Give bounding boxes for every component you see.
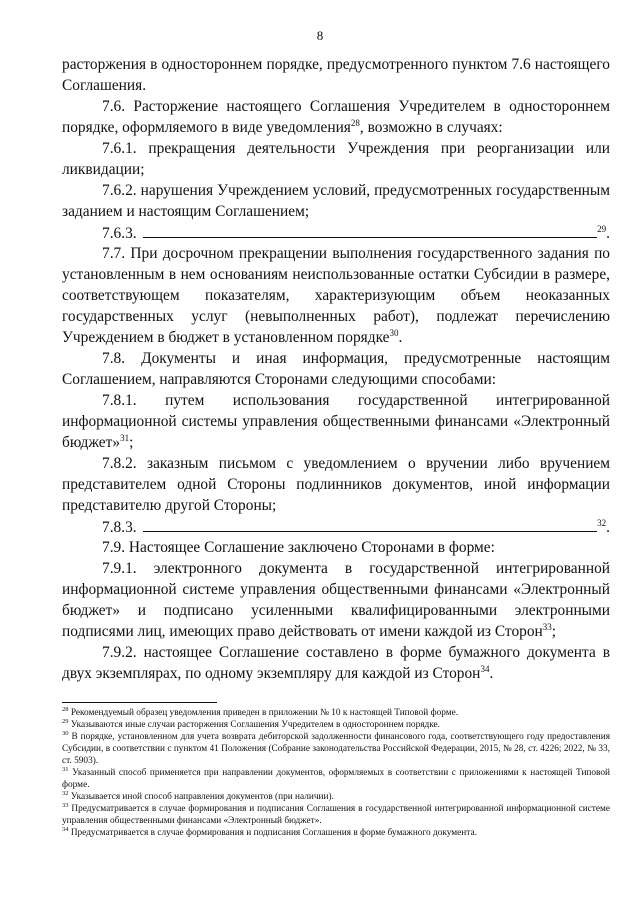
paragraph: 7.9.1. электронного документа в государственной интегрированной информационной системе управления общественными финансами «Электронный бюджет» и подписано усиленными квалифицированными электронными подписями лиц, имеющих право действовать от имени каждой из Сторон$^{33}$;: [62, 560, 610, 640]
footnote-ref: 30: [389, 327, 399, 338]
footnote-separator: [62, 702, 217, 703]
footnotes: [62, 707, 610, 839]
footnote: $^{28}$ Рекомендуемый образец уведомления приведен в приложении № 10 к настоящей Типовой форме.: [62, 705, 459, 718]
footnote: $^{33}$ Предусматривается в случае формирования и подписания Соглашения в государственной интегрированной информационной системе управления общественными финансами «Электронный бюджет».: [62, 801, 610, 826]
page-number: 8: [316, 28, 324, 43]
footnote: $^{30}$ В порядке, установленном для учета возврата дебиторской задолженности финансового года, соответствующего году предоставления Субсидии, в соответствии с пунктом 41 Положения (Собрание законодательства Российской Федерации, 2015, № 28, ст. 4226; 2022, № 33, ст. 5903).: [62, 729, 610, 766]
footnote-number: 32: [62, 789, 69, 797]
paragraph: 7.6. Расторжение настоящего Соглашения Учредителем в одностороннем порядке, оформляемого в виде уведомления$^{28}$, возможно в случаях:: [62, 98, 610, 136]
footnote-number: 34: [62, 825, 69, 833]
paragraph: 7.8. Документы и иная информация, предусмотренные настоящим Соглашением, направляются Сторонами следующими способами:: [62, 350, 610, 388]
paragraph: 7.9.2. настоящее Соглашение составлено в форме бумажного документа в двух экземплярах, по одному экземпляру для каждой из Сторон$^{34}$.: [62, 644, 610, 682]
footnote-ref: 29: [597, 223, 607, 234]
paragraph: 7.6.2. нарушения Учреждением условий, предусмотренных государственным заданием и настоящим Соглашением;: [62, 182, 610, 220]
footnote-number: 29: [62, 717, 69, 725]
footnote-number: 30: [62, 729, 69, 737]
paragraph: 7.6.1. прекращения деятельности Учреждения при реорганизации или ликвидации;: [62, 140, 610, 178]
paragraph: 7.8.2. заказным письмом с уведомлением о вручении либо вручением представителем одной Стороны подлинников документов, иной информации представителю другой Стороны;: [62, 455, 610, 514]
footnote: $^{29}$ Указываются иные случаи расторжения Соглашения Учредителем в одностороннем порядке.: [62, 717, 440, 730]
footnote-ref: 31: [120, 432, 130, 443]
item-label: 7.8.3.: [102, 519, 137, 536]
blank-line-item: [62, 222, 610, 243]
footnote: $^{32}$ Указывается иной способ направления документов (при наличии).: [62, 789, 334, 802]
paragraph: расторжения в одностороннем порядке, предусмотренного пунктом 7.6 настоящего Соглашения.: [62, 56, 610, 94]
footnote-ref: 28: [350, 117, 360, 128]
footnote: $^{34}$ Предусматривается в случае формирования и подписания Соглашения в форме бумажного документа.: [62, 825, 477, 838]
footnote-ref: 33: [542, 621, 552, 632]
item-tail: $^{29}$.: [597, 223, 610, 242]
footnote-ref: 32: [597, 517, 607, 528]
document-body: [62, 54, 610, 684]
item-label: 7.6.3.: [102, 225, 137, 242]
paragraph: 7.8.1. путем использования государственной интегрированной информационной системы управления общественными финансами «Электронный бюджет»$^{31}$;: [62, 392, 610, 451]
fill-line: [143, 222, 598, 238]
paragraph: 7.7. При досрочном прекращении выполнения государственного задания по установленным в нем основаниям неиспользованные остатки Субсидии в размере, соответствующем показателям, характеризующим объем неоказанных государственных услуг (невыполненных работ), подлежат перечислению Учреждением в бюджет в установленном порядке$^{30}$.: [62, 245, 610, 346]
footnote-number: 33: [62, 801, 69, 809]
footnote-number: 31: [62, 765, 69, 773]
footnote-number: 28: [62, 705, 69, 713]
blank-line-item: [62, 516, 610, 537]
fill-line: [143, 516, 598, 532]
paragraph: 7.9. Настоящее Соглашение заключено Сторонами в форме:: [102, 539, 495, 556]
footnote-ref: 34: [480, 663, 490, 674]
footnote: $^{31}$ Указанный способ применяется при направлении документов, оформляемых в соответствии с приложениями к настоящей Типовой форме.: [62, 765, 610, 790]
item-tail: $^{32}$.: [597, 517, 610, 536]
